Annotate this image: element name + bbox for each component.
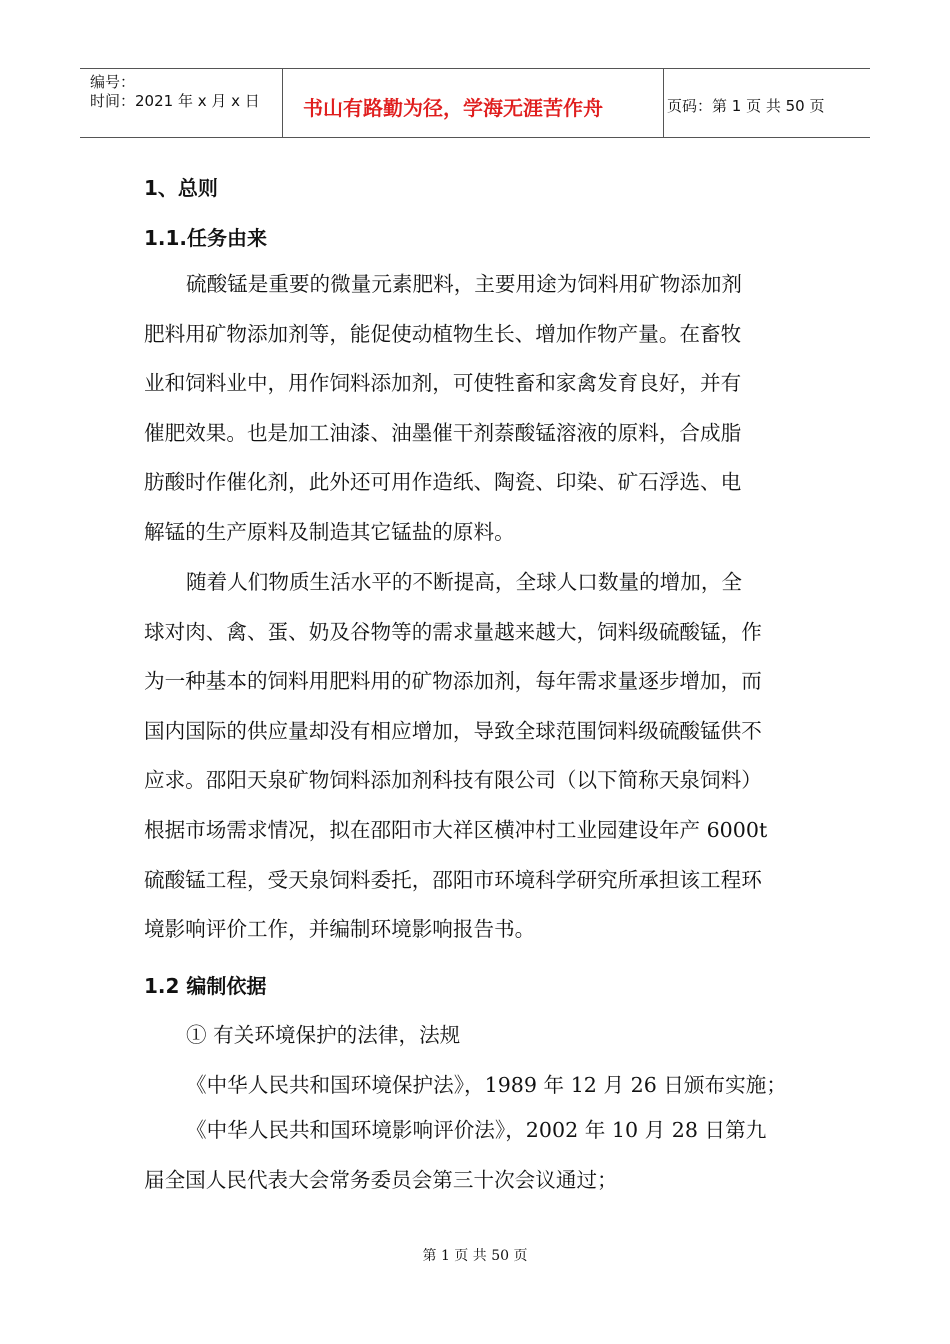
header-page-cell [663,69,870,137]
page-header [80,68,870,138]
motto-text: 书山有路勤为径，学海无涯苦作舟 [303,96,603,120]
paragraph-demand [144,558,808,955]
paragraph-line: 应求。邵阳天泉矿物饲料添加剂科技有限公司（以下简称天泉饲料） [144,768,762,793]
paragraph-line: 届全国人民代表大会常务委员会第三十次会议通过； [144,1167,618,1192]
paragraph-line: 硫酸锰工程，受天泉饲料委托，邵阳市环境科学研究所承担该工程环 [144,867,762,892]
list-item-laws: ① 有关环境保护的法律，法规 [186,1023,461,1047]
law-entry: 《中华人民共和国环境保护法》，1989 年 12 月 26 日颁布实施； [186,1073,787,1097]
paragraph-line: 催肥效果。也是加工油漆、油墨催干剂萘酸锰溶液的原料，合成脂 [144,420,742,445]
header-motto-cell [282,69,664,137]
paragraph-line: 球对肉、禽、蛋、奶及谷物等的需求量越来越大，饲料级硫酸锰，作 [144,619,762,644]
paragraph-task-origin [144,260,808,558]
paragraph-line: 硫酸锰是重要的微量元素肥料，主要用途为饲料用矿物添加剂 [186,272,743,296]
number-label: 编号： [90,73,136,91]
page-footer: 第 1 页 共 50 页 [422,1248,528,1264]
paragraph-line: 业和饲料业中，用作饲料添加剂，可使牲畜和家禽发育良好，并有 [144,371,742,396]
paragraph-line: 为一种基本的饲料用肥料用的矿物添加剂，每年需求量逐步增加，而 [144,669,762,694]
law-entry-multiline [144,1106,808,1205]
paragraph-line: 随着人们物质生活水平的不断提高，全球人口数量的增加，全 [186,570,743,594]
section-1-1-title: 1.1.任务由来 [144,226,268,250]
paragraph-line: 解锰的生产原料及制造其它锰盐的原料。 [144,519,515,544]
paragraph-line: 根据市场需求情况，拟在邵阳市大祥区横冲村工业园建设年产 6000t [144,817,768,842]
section-1-2-title: 1.2 编制依据 [144,974,267,998]
paragraph-line: 《中华人民共和国环境影响评价法》，2002 年 10 月 28 日第九 [186,1118,767,1142]
paragraph-line: 国内国际的供应量却没有相应增加，导致全球范围饲料级硫酸锰供不 [144,718,762,743]
paragraph-line: 肥料用矿物添加剂等，能促使动植物生长、增加作物产量。在畜牧 [144,321,742,346]
header-meta [80,69,282,137]
section-1-title: 1、总则 [144,176,218,200]
paragraph-line: 境影响评价工作，并编制环境影响报告书。 [144,917,536,942]
page-info: 页码：第 1 页 共 50 页 [667,97,825,115]
paragraph-line: 肪酸时作催化剂，此外还可用作造纸、陶瓷、印染、矿石浮选、电 [144,470,742,495]
time-label: 时间：2021 年 x 月 x 日 [90,92,260,110]
